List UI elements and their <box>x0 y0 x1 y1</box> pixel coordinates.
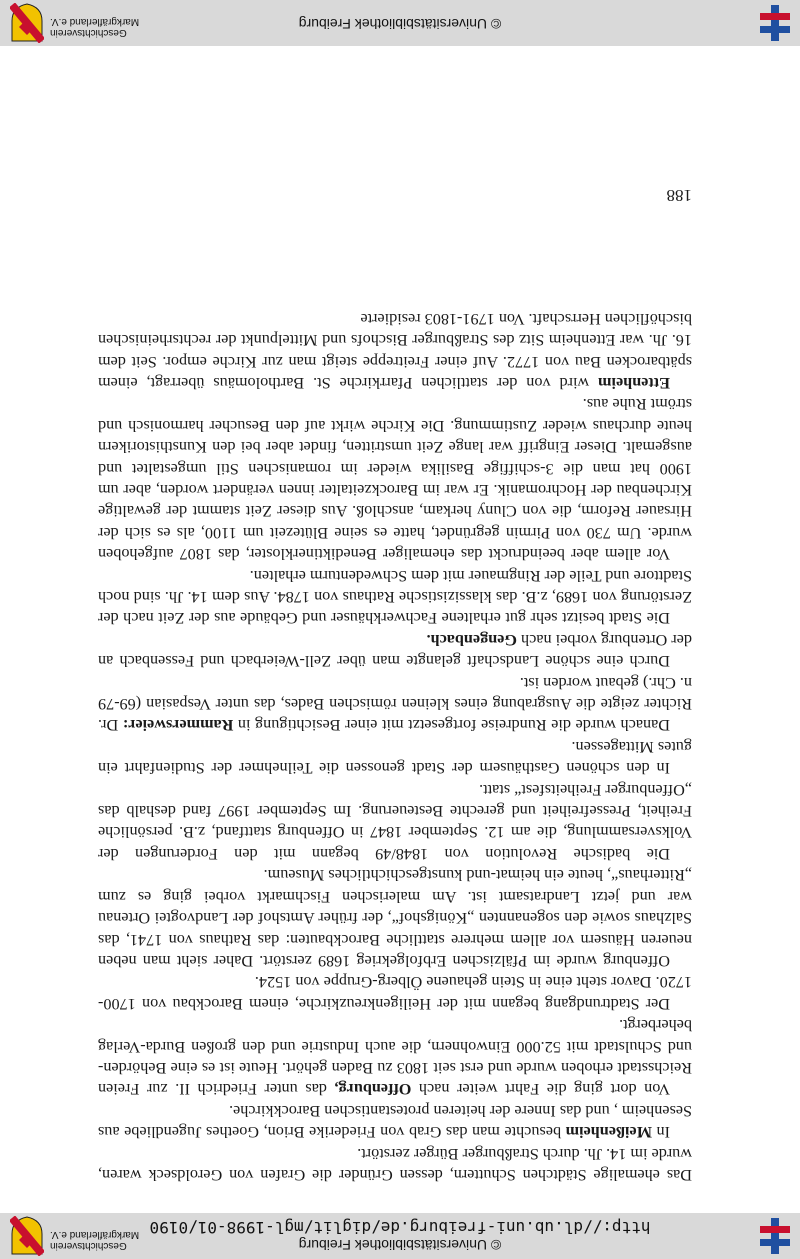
footer-copyright: © Universitätsbibliothek Freiburg <box>298 16 502 32</box>
society-crest-icon <box>10 1216 44 1256</box>
paragraph-text: wird von der stattlichen Pfarrkirche St. Bartholomäus überragt, einem spätbarocken Bau von 1772. Auf einer Freitreppe steigt man zur Kirche empor. Seit dem 16. Jh. war Ettenheim Sitz des Straßburger Bischofs und Mittelpunkt der rechtsrheinischen bischöflichen Herrschaft. Von 1791-1803 residierte <box>98 309 692 392</box>
paragraph-text: besuchte man das Grab von Friederike Brion, Goethes Jugendliebe aus Sesenheim , und das Innere der heiteren protestantischen Barockkirche. <box>97 1101 692 1142</box>
paragraph <box>98 778 692 864</box>
paragraph-prefix: In <box>651 1123 670 1142</box>
society-line-1: Geschichtsverein <box>50 27 127 38</box>
header-copyright: © Universitätsbibliothek Freiburg <box>298 1237 502 1253</box>
society-line-2: Markgräflerland e.V. <box>50 1229 140 1240</box>
society-line-1: Geschichtsverein <box>50 1240 127 1251</box>
viewer-header <box>0 1213 800 1259</box>
society-crest-icon <box>10 3 44 43</box>
viewer-footer <box>0 0 800 46</box>
scanned-page <box>0 46 800 1213</box>
place-name: Offenburg, <box>334 1080 412 1099</box>
place-name: Rammersweier: <box>122 716 234 735</box>
paragraph <box>98 1142 692 1185</box>
paragraph <box>98 628 692 671</box>
paragraph-text: Die Stadt besitzt sehr gut erhaltene Fachwerkhäuser und Gebäude aus der Zeit nach der Zerstörung von 1689, z.B. das klassizistische Rathaus von 1784. Aus dem 14. Jh. sind noch Stadttore und Teile der Ringmauer mit dem Schwedenturm erhalten. <box>98 566 692 628</box>
place-name: Gengenbach. <box>426 630 517 649</box>
paragraph <box>98 971 692 1014</box>
paragraph <box>98 1014 692 1100</box>
society-name <box>50 1229 150 1251</box>
paragraph-text: das unter Friedrich II. zur Freien Reichsstadt erhoben wurde und erst seit 1803 zu Baden gehört. Heute ist es eine Behörden- und Schulstadt mit 52.000 Einwohnern, die auch Industrie und den großen Burda-Verlag beherbergt. <box>98 1016 692 1099</box>
paragraph-prefix: Durch eine schöne Landschaft gelangte man über Zell-Weierbach und Fessenbach an der Ortenburg vorbei nach <box>98 630 692 671</box>
paragraph-prefix: Von dort ging die Fahrt weiter nach <box>411 1080 670 1099</box>
place-name: Meißenheim <box>565 1123 652 1142</box>
page-number: 188 <box>666 186 692 205</box>
society-line-2: Markgräflerland e.V. <box>50 16 140 27</box>
paragraph-text: Vor allem aber beeindruckt das ehemaliger Benediktinerkloster, das 1807 aufgehoben wurde. Um 730 von Pirmin gegründet, hatte es seine Blütezeit um 1100, als es sich der Hirsauer Reform, die von Cluny herkam, anschloß. Aus dieser Zeit stammt der gewaltige Kirchenbau der Hochromanik. Er war im Barockzeitalter innen verändert worden, aber um 1900 hat man die 3-schiffige Basilika wieder im romanischen Stil umgestaltet und ausgemalt. Dieser Eingriff war lange Zeit umstritten, findet aber bei den Kunsthistorikern heute durchaus wieder Zustimmung. Die Kirche wirkt auf den Besucher harmonisch und strömt Ruhe aus. <box>98 395 692 564</box>
paragraph-text: Offenburg wurde im Pfälzischen Erbfolgekrieg 1689 zerstört. Daher sieht man neben neueren Häusern vor allem mehrere stattliche Barockbauten: das Rathaus von 1741, das Salzhaus sowie den sogenannten „Königshof“, der früher Amtshof der Landvogtei Ortenau war und jetzt Landratsamt ist. Am malerischen Fischmarkt vorbei ging es zum „Ritterhaus“, heute ein heimat-und kunstgeschichtliches Museum. <box>98 866 692 970</box>
paragraph-text: Dr. Richter zeigte die Ausgrabung eines kleinen römischen Bades, das unter Vespasian (69-79 n. Chr.) gebaut worden ist. <box>98 673 692 735</box>
paragraph-prefix: Danach wurde die Rundreise fortgesetzt mit einer Besichtigung in <box>233 716 670 735</box>
paragraph <box>98 564 692 628</box>
paragraph-text: Die badische Revolution von 1848/49 begann mit den Forderungen der Volksversammlung, die am 12. September 1847 in Offenburg stattfand, z.B. persönliche Freiheit, Pressefreiheit und gerechte Besteuerung. Im September 1997 fand deshalb das „Offenburger Freiheitsfest“ statt. <box>98 780 692 863</box>
paragraph-text: In den schönen Gasthäusern der Stadt genossen die Teilnehmer der Studienfahrt ein gutes Mittagessen. <box>98 737 692 778</box>
page-text <box>98 307 692 1185</box>
paragraph <box>98 735 692 778</box>
paragraph <box>98 393 692 564</box>
paragraph-text: Der Stadtrundgang begann mit der Heiligenkreuzkirche, einem Barockbau von 1700-1720. Davor steht eine in Stein gehauene Ölberg-Gruppe von 1524. <box>98 973 692 1013</box>
header-url[interactable]: http://dl.ub.uni-freiburg.de/diglit/mgl-1998-01/0190 <box>149 1218 651 1237</box>
paragraph <box>98 671 692 735</box>
paragraph <box>98 864 692 971</box>
paragraph <box>98 307 692 393</box>
paragraph-text: Das ehemalige Städtchen Schuttern, dessen Gründer die Grafen von Geroldseck waren, wurde im 14. Jh. durch Straßburger Bürger zerstört. <box>98 1144 692 1184</box>
place-name: Ettenheim <box>598 373 670 392</box>
society-name <box>50 16 150 38</box>
paragraph <box>98 1099 692 1142</box>
